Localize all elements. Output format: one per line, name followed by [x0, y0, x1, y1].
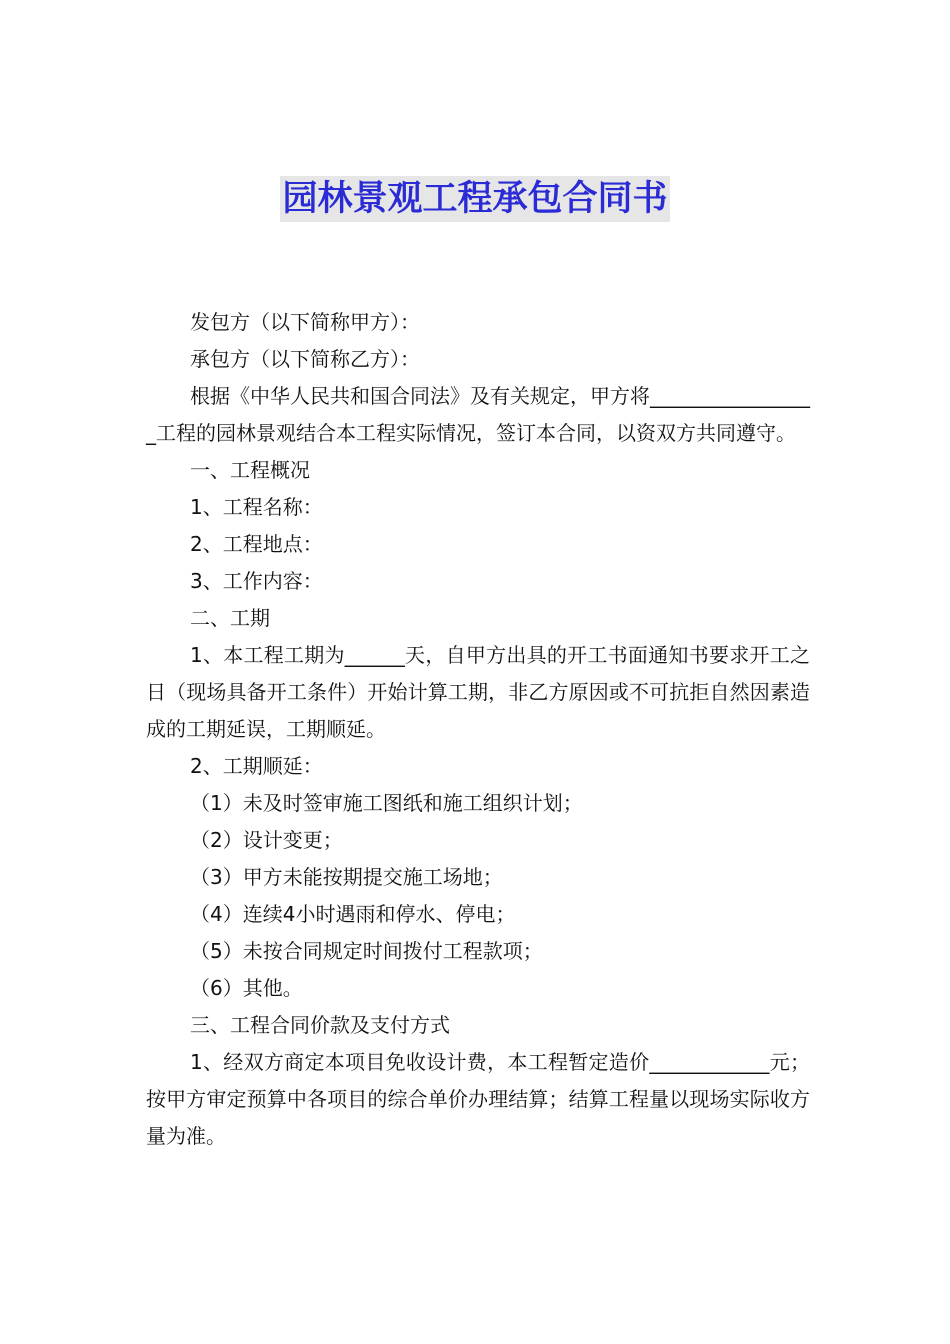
section-heading-schedule: 二、工期 [190, 606, 270, 630]
extension-item-5: （5）未按合同规定时间拨付工程款项； [190, 939, 543, 963]
extension-item-1: （1）未及时签审施工图纸和施工组织计划； [190, 791, 583, 815]
document-title [0, 176, 950, 222]
project-name-line: 1、工程名称： [190, 495, 323, 519]
section-heading-overview: 一、工程概况 [190, 458, 310, 482]
document-body [146, 304, 810, 1155]
price-clause-1: 1、经双方商定本项目免收设计费，本工程暂定造价____________元；按甲方审定预算中各项目的综合单价办理结算；结算工程量以现场实际收方量为准。 [146, 1050, 810, 1148]
schedule-clause-1: 1、本工程工期为______天，自甲方出具的开工书面通知书要求开工之日（现场具备开工条件）开始计算工期，非乙方原因或不可抗拒自然因素造成的工期延误，工期顺延。 [146, 643, 810, 741]
work-content-line: 3、工作内容： [190, 569, 323, 593]
schedule-clause-2: 2、工期顺延： [190, 754, 323, 778]
party-a-line: 发包方（以下简称甲方）： [190, 310, 420, 334]
extension-item-6: （6）其他。 [190, 976, 303, 1000]
extension-item-2: （2）设计变更； [190, 828, 343, 852]
section-heading-price: 三、工程合同价款及支付方式 [190, 1013, 450, 1037]
party-b-line: 承包方（以下简称乙方）： [190, 347, 420, 371]
project-location-line: 2、工程地点： [190, 532, 323, 556]
preamble-paragraph: 根据《中华人民共和国合同法》及有关规定，甲方将_________________工程的园林景观结合本工程实际情况，签订本合同，以资双方共同遵守。 [146, 384, 810, 445]
document-title-text: 园林景观工程承包合同书 [280, 176, 669, 222]
extension-item-4: （4）连续4小时遇雨和停水、停电； [190, 902, 516, 926]
extension-item-3: （3）甲方未能按期提交施工场地； [190, 865, 503, 889]
